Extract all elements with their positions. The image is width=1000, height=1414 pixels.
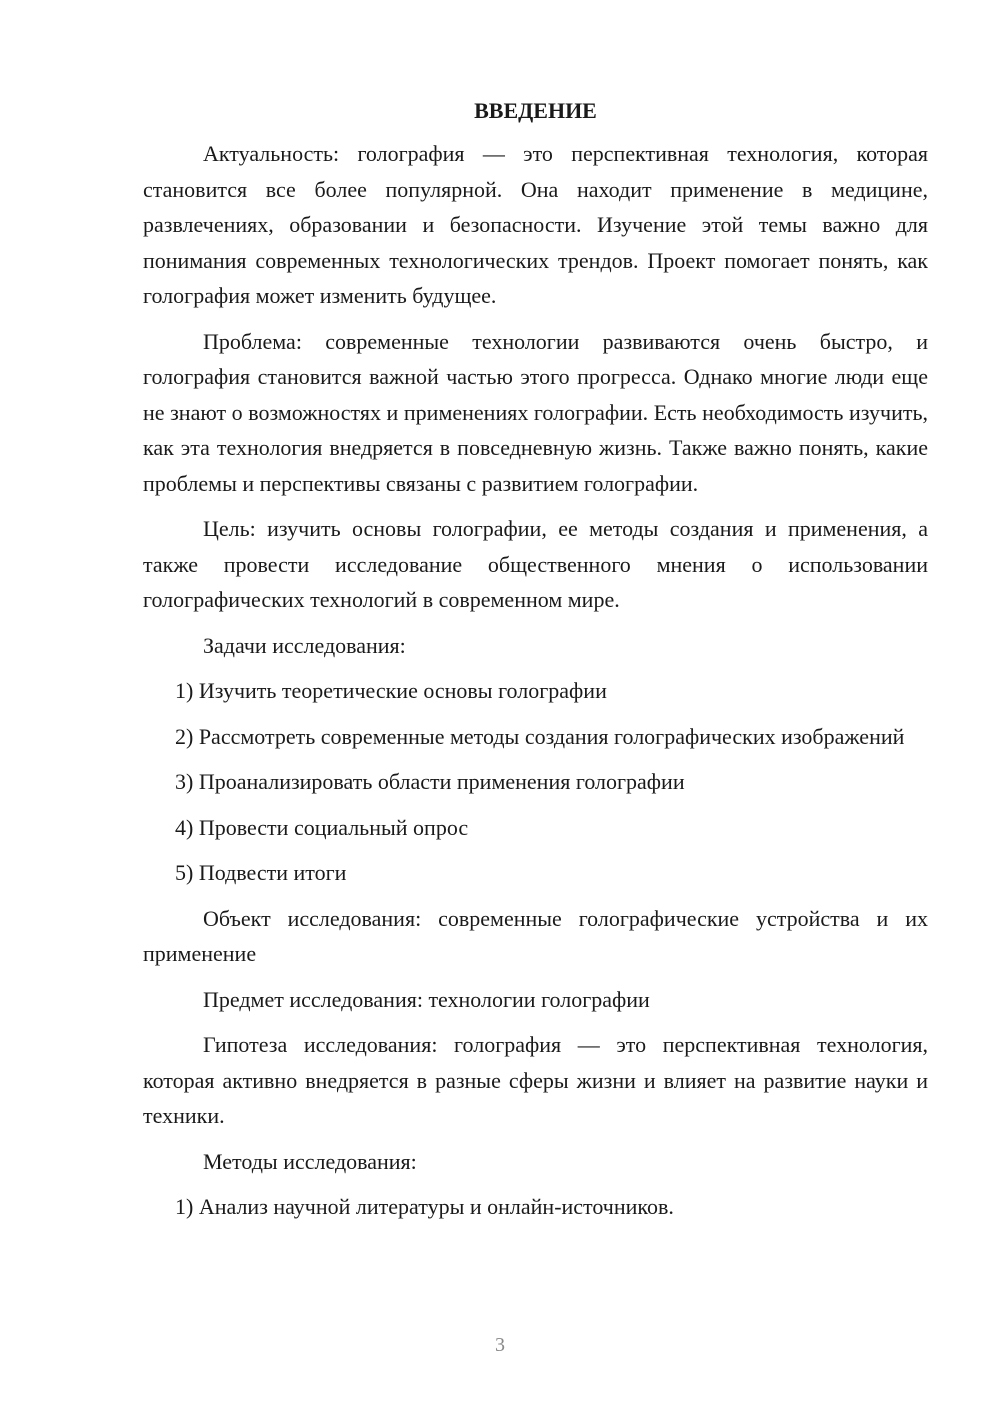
page-body (143, 96, 928, 1235)
task-item-4: 4) Провести социальный опрос (175, 814, 469, 840)
task-item-5: 5) Подвести итоги (175, 860, 347, 885)
method-item-1: 1) Анализ научной литературы и онлайн-источников. (175, 1194, 674, 1219)
task-item-1: 1) Изучить теоретические основы голографии (175, 678, 607, 703)
relevance-paragraph: Актуальность: голография — это перспективная технология, которая становится все более популярной. Она находит применение в медицине, развлечениях, образовании и безопасности. Изучение этой темы важно для понимания современных технологических трендов. Проект помогает понять, как голография может изменить будущее. (143, 141, 928, 308)
goal-paragraph: Цель: изучить основы голографии, ее методы создания и применения, а также провести исследование общественного мнения о использовании голографических технологий в современном мире. (143, 516, 928, 612)
page-title: ВВЕДЕНИЕ (474, 98, 597, 123)
subject-paragraph: Предмет исследования: технологии голографии (203, 986, 650, 1012)
hypothesis-paragraph: Гипотеза исследования: голография — это перспективная технология, которая активно внедряется в разные сферы жизни и влияет на развитие науки и техники. (143, 1032, 928, 1128)
tasks-heading: Задачи исследования: (203, 632, 406, 658)
task-item-3: 3) Проанализировать области применения голографии (175, 769, 685, 794)
task-item-2: 2) Рассмотреть современные методы создания голографических изображений (175, 723, 905, 749)
page-number: 3 (495, 1334, 505, 1356)
object-paragraph: Объект исследования: современные голографические устройства и их применение (143, 905, 928, 966)
problem-paragraph: Проблема: современные технологии развиваются очень быстро, и голография становится важной частью этого прогресса. Однако многие люди еще не знают о возможностях и применениях голографии. Есть необходимость изучить, как эта технология внедряется в повседневную жизнь. Также важно понять, какие проблемы и перспективы связаны с развитием голографии. (143, 328, 928, 496)
methods-heading: Методы исследования: (203, 1148, 417, 1174)
